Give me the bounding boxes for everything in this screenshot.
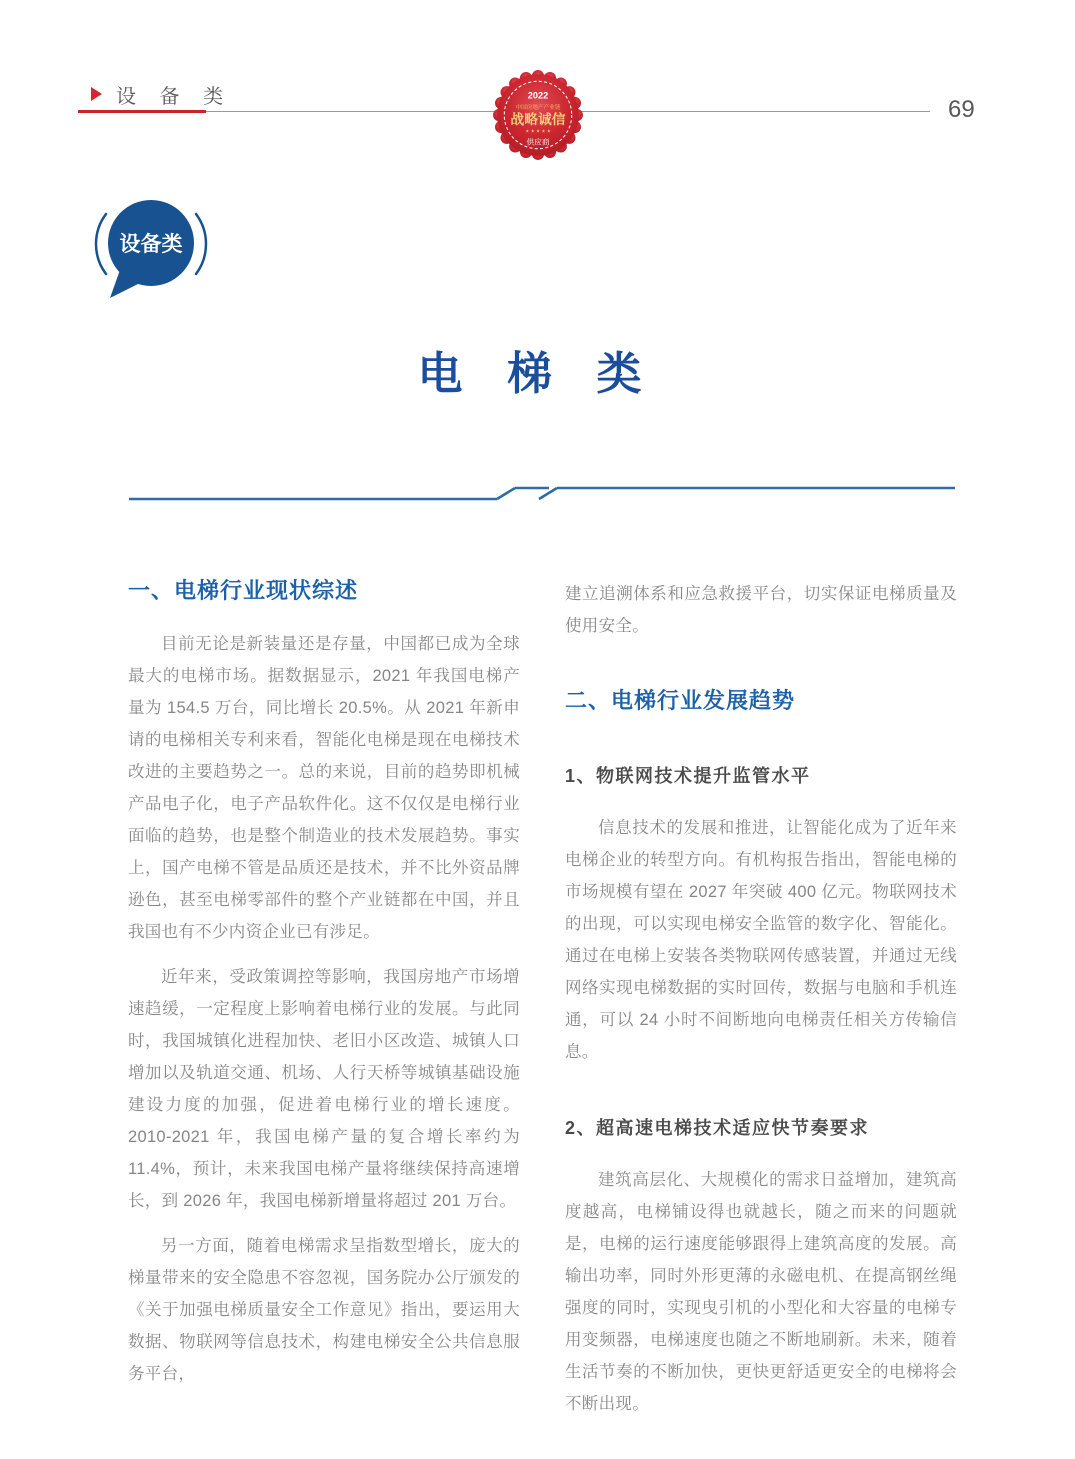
- left-paragraph-1: 目前无论是新装量还是存量，中国都已成为全球最大的电梯市场。据数据显示，2021 年我国电梯产量为 154.5 万台，同比增长 20.5%。从 2021 年新申请的电梯相关专利来看，智能化电梯是现在电梯技术改进的主要趋势之一。总的来说，目前的趋势即机械产品电子化，电子产品软件化。这不仅仅是电梯行业面临的趋势，也是整个制造业的技术发展趋势。事实上，国产电梯不管是品质还是技术，并不比外资品牌逊色，甚至电梯零部件的整个产业链都在中国，并且我国也有不少内资企业已有涉足。: [128, 635, 520, 941]
- left-column: [128, 576, 520, 1390]
- seal-top-line: 中国房地产产业链: [515, 104, 561, 111]
- category-badge: [92, 192, 212, 310]
- divider-rule: [0, 478, 1075, 510]
- right-paragraph-1: 信息技术的发展和推进，让智能化成为了近年来电梯企业的转型方向。有机构报告指出，智能电梯的市场规模有望在 2027 年突破 400 亿元。物联网技术的出现，可以实现电梯安全监管的数字化、智能化。通过在电梯上安装各类物联网传感装置，并通过无线网络实现电梯数据的实时回传，数据与电脑和手机连通，可以 24 小时不间断地向电梯责任相关方传输信息。: [565, 819, 957, 1061]
- seal-main-text: 战略诚信: [510, 112, 566, 128]
- seal-bottom-text: 供应商: [526, 137, 550, 147]
- header-arrow-icon: [91, 87, 102, 101]
- section2-heading: 二、电梯行业发展趋势: [565, 688, 796, 713]
- seal-year: 2022: [527, 90, 549, 101]
- badge-left-arc-icon: [96, 214, 106, 274]
- header-category-label: 设 备 类: [116, 86, 233, 108]
- badge-right-arc-icon: [196, 214, 206, 274]
- subsection2-heading: 2、超高速电梯技术适应快节奏要求: [565, 1118, 870, 1138]
- subsection1-heading: 1、物联网技术提升监管水平: [565, 766, 811, 786]
- right-paragraph-2: 建筑高层化、大规模化的需求日益增加，建筑高度越高，电梯铺设得也就越长，随之而来的问题就是，电梯的运行速度能够跟得上建筑高度的发展。高输出功率，同时外形更薄的永磁电机、在提高钢丝绳强度的同时，实现曳引机的小型化和大容量的电梯专用变频器，电梯速度也随之不断地刷新。未来，随着生活节奏的不断加快，更快更舒适更安全的电梯将会不断出现。: [565, 1171, 957, 1413]
- right-column: [565, 578, 957, 1420]
- left-paragraph-2: 近年来，受政策调控等影响，我国房地产市场增速趋缓，一定程度上影响着电梯行业的发展。与此同时，我国城镇化进程加快、老旧小区改造、城镇人口增加以及轨道交通、机场、人行天桥等城镇基础设施建设力度的加强，促进着电梯行业的增长速度。2010-2021 年，我国电梯产量的复合增长率约为 11.4%，预计，未来我国电梯产量将继续保持高速增长，到 2026 年，我国电梯新增量将超过 201 万台。: [128, 968, 520, 1210]
- award-seal-icon: [491, 68, 585, 162]
- seal-stars: ★ ★ ★ ★ ★: [525, 128, 551, 134]
- section1-heading: 一、电梯行业现状综述: [128, 578, 359, 603]
- header-rule-red: [78, 110, 206, 113]
- page-title: 电 梯 类: [417, 348, 658, 399]
- right-continuation-paragraph: 建立追溯体系和应急救援平台，切实保证电梯质量及使用安全。: [565, 585, 957, 635]
- left-paragraph-3: 另一方面，随着电梯需求呈指数型增长，庞大的梯量带来的安全隐患不容忽视，国务院办公厅颁发的《关于加强电梯质量安全工作意见》指出，要运用大数据、物联网等信息技术，构建电梯安全公共信息服务平台，: [128, 1237, 520, 1383]
- badge-label: 设备类: [119, 233, 183, 256]
- page-number: 69: [948, 96, 975, 123]
